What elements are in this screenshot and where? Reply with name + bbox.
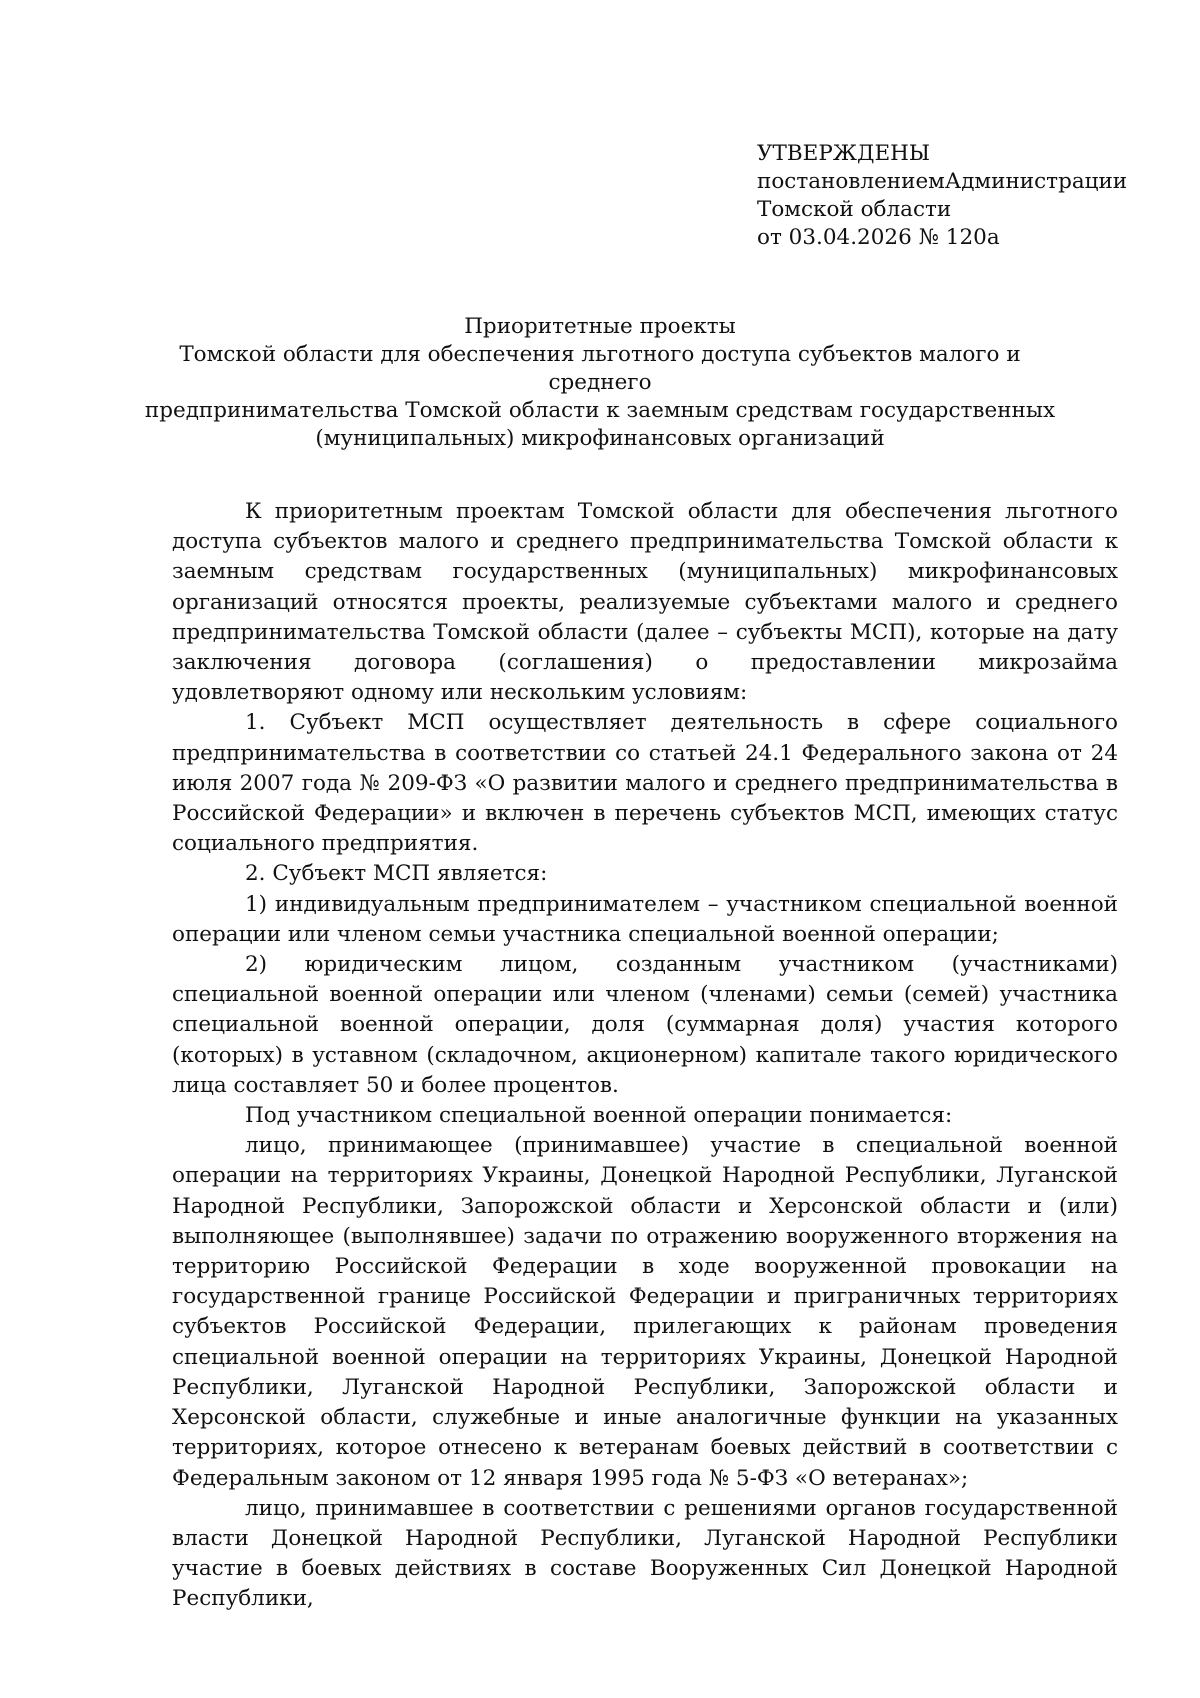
body-paragraph: 1. Субъект МСП осуществляет деятельность в сфере социального предпринимательства в соответствии со статьей 24.1 Федерального закона от 24 июля 2007 года № 209-ФЗ «О развитии малого и среднего предпринимательства в Российской Федерации» и включен в перечень субъектов МСП, имеющих статус социального предприятия. — [172, 710, 1118, 857]
approval-block — [757, 140, 1128, 252]
body-paragraph: 2) юридическим лицом, созданным участником (участниками) специальной военной операции или членом (членами) семьи (семей) участника специальной военной операции, доля (суммарная доля) участия которого (которых) в уставном (складочном, акционерном) капитале такого юридического лица составляет 50 и более процентов. — [172, 952, 1118, 1098]
document-title — [140, 313, 1060, 453]
approval-resolution-word: постановлением — [757, 169, 945, 194]
approval-heading: УТВЕРЖДЕНЫ — [757, 141, 931, 166]
approval-date-number: от 03.04.2026 № 120а — [757, 225, 1000, 250]
body-paragraph: 1) индивидуальным предпринимателем – участником специальной военной операции или членом семьи участника специальной военной операции; — [172, 891, 1118, 947]
body-paragraph: лицо, принимающее (принимавшее) участие в специальной военной операции на территориях Украины, Донецкой Народной Республики, Луганской Народной Республики, Запорожской области и Херсонской области и (или) выполняющее (выполнявшее) задачи по отражению вооруженного вторжения на территорию Российской Федерации в ходе вооруженной провокации на государственной границе Российской Федерации и приграничных территориях субъектов Российской Федерации, прилегающих к районам проведения специальной военной операции на территориях Украины, Донецкой Народной Республики, Луганской Народной Республики, Запорожской области и Херсонской области, служебные и иные аналогичные функции на указанных территориях, которое отнесено к ветеранам боевых действий в соответствии с Федеральным законом от 12 января 1995 года № 5-ФЗ «О ветеранах»; — [172, 1133, 1118, 1491]
approval-region: Томской области — [757, 197, 952, 222]
title-line: предпринимательства Томской области к заемным средствам государственных — [144, 398, 1056, 423]
body-paragraph: К приоритетным проектам Томской области для обеспечения льготного доступа субъектов малого и среднего предпринимательства Томской области к заемным средствам государственных (муниципальных) микрофинансовых организаций относятся проекты, реализуемые субъектами малого и среднего предпринимательства Томской области (далее – субъекты МСП), которые на дату заключения договора (соглашения) о предоставлении микрозайма удовлетворяют одному или нескольким условиям: — [172, 499, 1118, 706]
title-line: (муниципальных) микрофинансовых организаций — [315, 426, 885, 451]
body-paragraph: 2. Субъект МСП является: — [245, 861, 548, 887]
body-paragraph: Под участником специальной военной операции понимается: — [245, 1103, 953, 1129]
approval-administration-word: Администрации — [944, 169, 1128, 194]
document-body — [172, 497, 1118, 1615]
title-line: Томской области для обеспечения льготного доступа субъектов малого и среднего — [179, 342, 1021, 395]
approval-resolution-line — [757, 168, 1128, 196]
title-line: Приоритетные проекты — [464, 314, 736, 339]
body-paragraph: лицо, принимавшее в соответствии с решениями органов государственной власти Донецкой Народной Республики, Луганской Народной Республики участие в боевых действиях в составе Вооруженных Сил Донецкой Народной Республики, — [172, 1495, 1118, 1612]
